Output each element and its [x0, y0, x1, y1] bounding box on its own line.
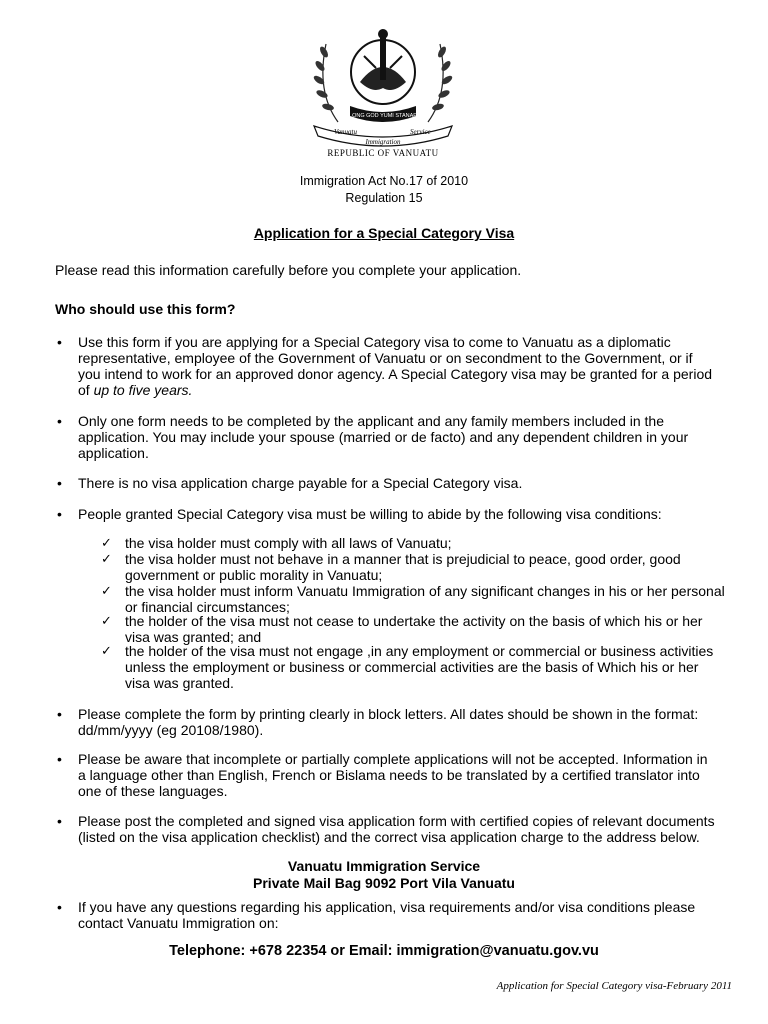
- check-icon: ✓: [101, 583, 112, 598]
- act-line: Immigration Act No.17 of 2010: [299, 174, 469, 188]
- bullet-glyph: •: [57, 813, 62, 829]
- address-line: Private Mail Bag 9092 Port Vila Vanuatu: [253, 875, 515, 891]
- bullet-text: Please complete the form by printing clearly in block letters. All dates should be shown in the format: dd/mm/yyyy (eg 20108/1980).: [78, 706, 699, 738]
- list-item: [57, 706, 718, 738]
- seal-motto: LONG GOD YUMI STANAP: [349, 113, 417, 119]
- condition-text: the visa holder must inform Vanuatu Immigration of any significant changes in his or her personal or financial circumstances;: [125, 583, 725, 615]
- list-item: [57, 475, 718, 491]
- seal-ribbon-mid: Immigration: [365, 138, 401, 146]
- list-item: [57, 899, 718, 931]
- bullet-text: Please post the completed and signed visa application form with certified copies of relevant documents (listed on the visa application checklist) and the correct visa application charge to the address below.: [78, 813, 715, 845]
- bullet-text: Please be aware that incomplete or partially complete applications will not be accepted. Information in a language other than English, French or Bislama needs to be translated by a certified translator into one of these languages.: [78, 751, 708, 799]
- condition-item: [101, 583, 725, 615]
- vanuatu-coat-of-arms: [298, 22, 468, 160]
- bullet-glyph: •: [57, 751, 62, 767]
- bullet-glyph: •: [57, 706, 62, 722]
- condition-text: the visa holder must not behave in a manner that is prejudicial to peace, good order, good government or public morality in Vanuatu;: [125, 551, 681, 583]
- section-heading: Who should use this form?: [55, 301, 236, 317]
- bullet-emphasis: up to five years.: [93, 382, 193, 398]
- check-icon: ✓: [101, 535, 112, 550]
- condition-text: the holder of the visa must not engage ,in any employment or commercial or business activities unless the employment or business or commercial activities are the basis of Which his or her visa was granted.: [125, 643, 714, 691]
- bullet-glyph: •: [57, 475, 62, 491]
- condition-item: [101, 535, 725, 551]
- list-item: [57, 334, 718, 398]
- bullet-glyph: •: [57, 334, 62, 350]
- list-item: [57, 813, 718, 845]
- condition-item: [101, 643, 725, 691]
- bullet-text: There is no visa application charge payable for a Special Category visa.: [78, 475, 523, 491]
- check-icon: ✓: [101, 613, 112, 628]
- contact-line: Telephone: +678 22354 or Email: immigration@vanuatu.gov.vu: [169, 943, 599, 959]
- bullet-glyph: •: [57, 506, 62, 522]
- bullet-text: If you have any questions regarding his application, visa requirements and/or visa conditions please contact Vanuatu Immigration on:: [78, 899, 696, 931]
- address-line: Vanuatu Immigration Service: [287, 858, 481, 874]
- bullet-text: Use this form if you are applying for a Special Category visa to come to Vanuatu as a diplomatic representative, employee of the Government of Vanuatu or on secondment to the Government, or if you intend to work for an approved donor agency. A Special Category visa may be granted for a period of: [78, 334, 713, 398]
- seal-ribbon-left: Vanuatu: [334, 128, 357, 136]
- bullet-text: Only one form needs to be completed by the applicant and any family members included in the application. You may include your spouse (married or de facto) and any dependent children in your application.: [78, 413, 689, 461]
- condition-item: [101, 551, 725, 583]
- bullet-glyph: •: [57, 413, 62, 429]
- seal-country: REPUBLIC OF VANUATU: [327, 148, 439, 158]
- bullet-text: People granted Special Category visa must be willing to abide by the following visa conditions:: [78, 506, 662, 522]
- page-footer: Application for Special Category visa-February 2011: [496, 980, 732, 992]
- act-reference: [0, 173, 768, 207]
- list-item: [57, 751, 718, 799]
- condition-text: the visa holder must comply with all laws of Vanuatu;: [125, 535, 452, 551]
- check-icon: ✓: [101, 643, 112, 658]
- seal-ribbon-right: Service: [410, 128, 431, 136]
- bullet-glyph: •: [57, 899, 62, 915]
- mailing-address: [0, 858, 768, 892]
- list-item: [57, 506, 718, 522]
- list-item: [57, 413, 718, 461]
- document-title: Application for a Special Category Visa: [253, 225, 515, 241]
- intro-text: Please read this information carefully before you complete your application.: [55, 262, 522, 278]
- condition-text: the holder of the visa must not cease to undertake the activity on the basis of which his or her visa was granted; and: [125, 613, 703, 645]
- check-icon: ✓: [101, 551, 112, 566]
- condition-item: [101, 613, 725, 645]
- regulation-line: Regulation 15: [345, 191, 423, 205]
